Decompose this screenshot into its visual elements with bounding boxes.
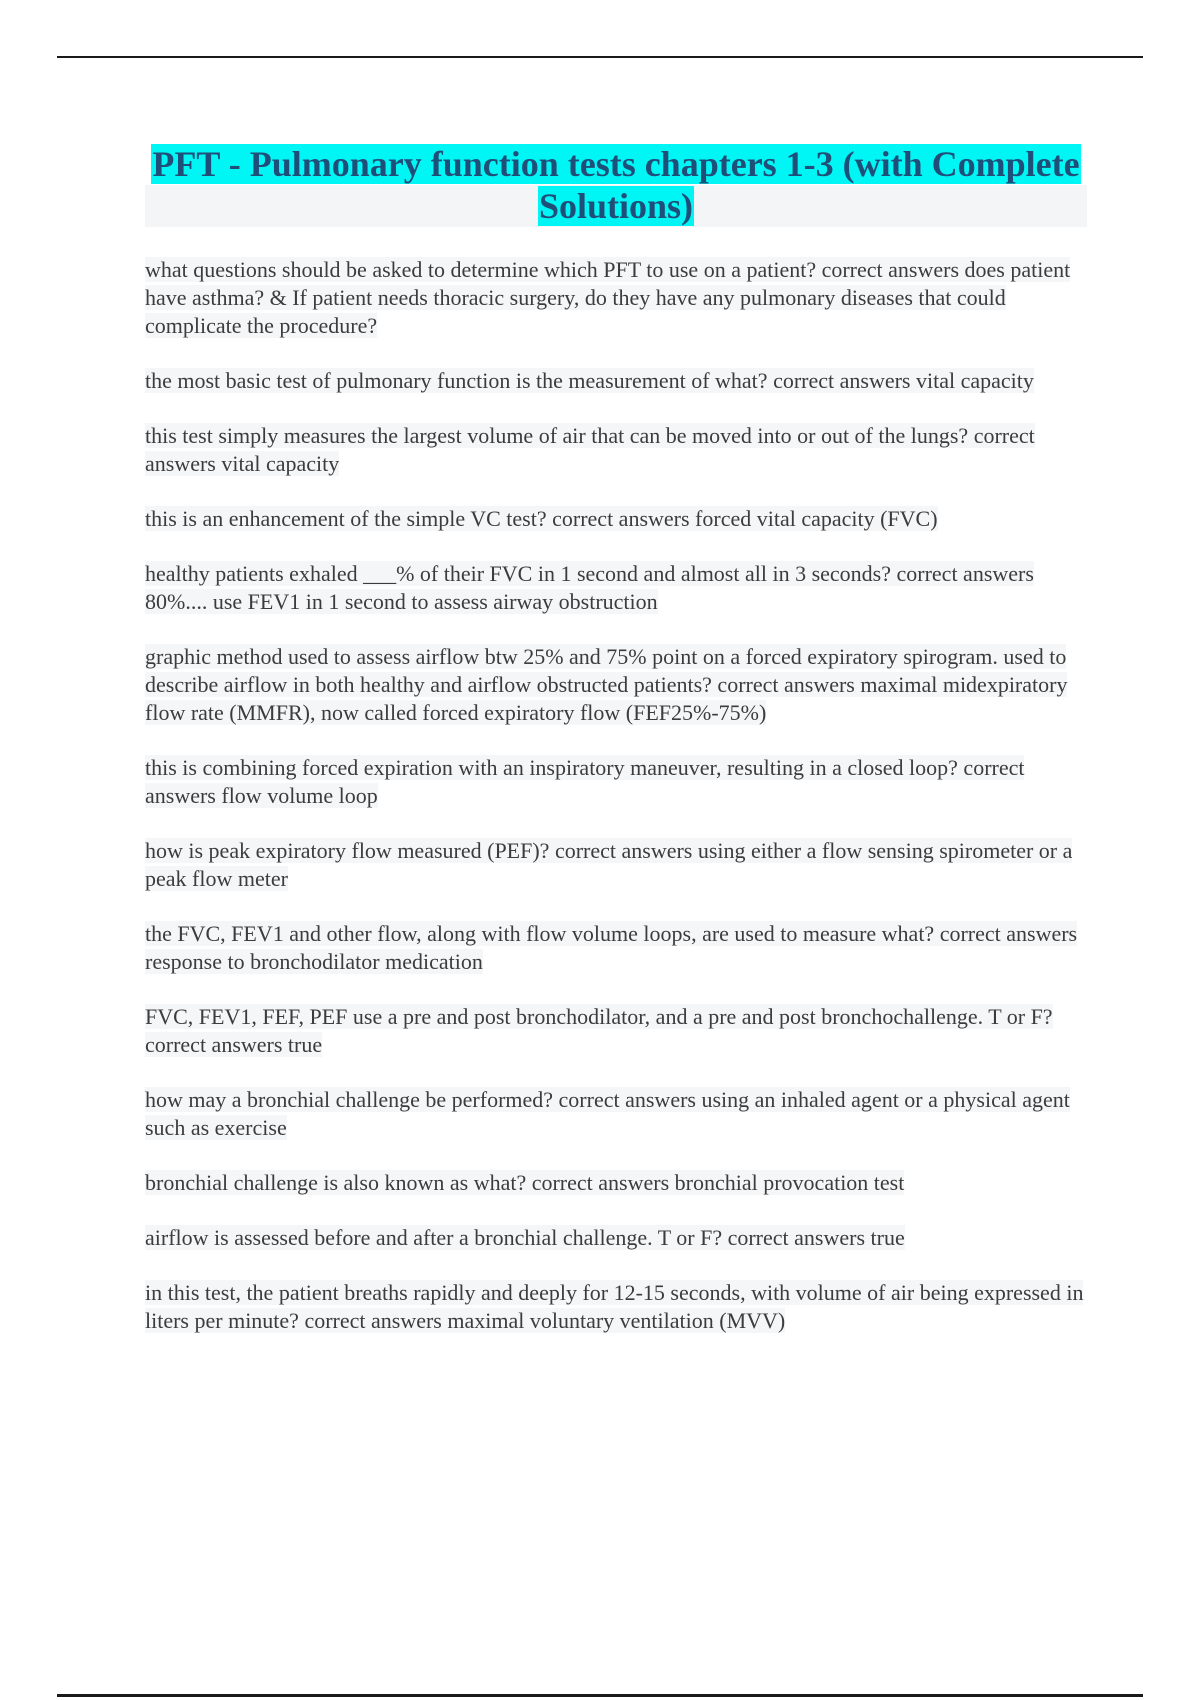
qa-item: how is peak expiratory flow measured (PEF)? correct answers using either a flow sensing spirometer or a peak flow meter xyxy=(145,838,1073,891)
qa-item: healthy patients exhaled ___% of their FVC in 1 second and almost all in 3 seconds? correct answers 80%.... use FEV1 in 1 second to assess airway obstruction xyxy=(145,561,1034,614)
qa-item: FVC, FEV1, FEF, PEF use a pre and post bronchodilator, and a pre and post bronchochallenge. T or F? correct answers true xyxy=(145,1004,1053,1057)
qa-item: bronchial challenge is also known as what? correct answers bronchial provocation test xyxy=(145,1170,905,1195)
qa-item: this is combining forced expiration with an inspiratory maneuver, resulting in a closed loop? correct answers flow volume loop xyxy=(145,755,1025,808)
qa-list xyxy=(145,256,1095,1362)
qa-item: graphic method used to assess airflow btw 25% and 75% point on a forced expiratory spirogram. used to describe airflow in both healthy and airflow obstructed patients? correct answers maximal midexpiratory flow rate (MMFR), now called forced expiratory flow (FEF25%-75%) xyxy=(145,644,1068,725)
qa-item: this test simply measures the largest volume of air that can be moved into or out of the lungs? correct answers vital capacity xyxy=(145,423,1035,476)
qa-item: this is an enhancement of the simple VC test? correct answers forced vital capacity (FVC) xyxy=(145,506,938,531)
qa-item: airflow is assessed before and after a bronchial challenge. T or F? correct answers true xyxy=(145,1225,905,1250)
title-line-2: Solutions) xyxy=(145,185,1087,227)
qa-item: the most basic test of pulmonary function is the measurement of what? correct answers vital capacity xyxy=(145,368,1034,393)
footer-rule xyxy=(57,1694,1143,1697)
page-title xyxy=(145,143,1087,227)
header-rule xyxy=(57,56,1143,58)
qa-item: how may a bronchial challenge be performed? correct answers using an inhaled agent or a physical agent such as exercise xyxy=(145,1087,1070,1140)
qa-item: what questions should be asked to determine which PFT to use on a patient? correct answers does patient have asthma? & If patient needs thoracic surgery, do they have any pulmonary diseases that could complicate the procedure? xyxy=(145,257,1071,338)
qa-item: the FVC, FEV1 and other flow, along with flow volume loops, are used to measure what? correct answers response to bronchodilator medication xyxy=(145,921,1078,974)
title-line-1: PFT - Pulmonary function tests chapters 1-3 (with Complete xyxy=(152,144,1080,184)
qa-item: in this test, the patient breaths rapidly and deeply for 12-15 seconds, with volume of air being expressed in liters per minute? correct answers maximal voluntary ventilation (MVV) xyxy=(145,1280,1084,1333)
